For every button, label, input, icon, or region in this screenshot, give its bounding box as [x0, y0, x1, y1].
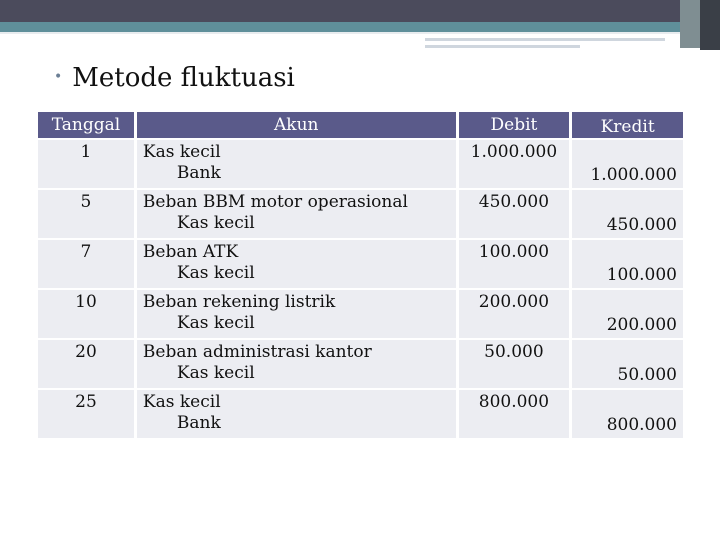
cell-debit: 50.000: [459, 340, 570, 388]
cell-akun: [137, 340, 456, 388]
cell-tanggal: 20: [38, 340, 134, 388]
slide-corner-accent: [680, 0, 700, 48]
cell-akun: [137, 290, 456, 338]
decorative-line: [425, 38, 665, 41]
bullet-item: [54, 60, 295, 95]
table-row: [38, 140, 683, 188]
cell-tanggal: 5: [38, 190, 134, 238]
table-row: [38, 340, 683, 388]
cell-tanggal: 1: [38, 140, 134, 188]
akun-debit: Beban BBM motor operasional: [142, 192, 408, 212]
header-tanggal: Tanggal: [38, 112, 134, 138]
cell-akun: [137, 190, 456, 238]
cell-tanggal: 10: [38, 290, 134, 338]
akun-kredit: Kas kecil: [176, 363, 255, 383]
akun-kredit: Kas kecil: [176, 213, 255, 233]
akun-debit: Kas kecil: [142, 142, 221, 162]
cell-debit: 1.000.000: [459, 140, 570, 188]
journal-table: [35, 110, 686, 440]
cell-kredit: 200.000: [572, 290, 683, 338]
akun-debit: Beban administrasi kantor: [142, 342, 372, 362]
akun-kredit: Bank: [176, 163, 221, 183]
decorative-line: [425, 45, 580, 48]
cell-debit: 450.000: [459, 190, 570, 238]
cell-kredit: 100.000: [572, 240, 683, 288]
table-row: [38, 390, 683, 438]
header-akun: Akun: [137, 112, 456, 138]
akun-kredit: Kas kecil: [176, 313, 255, 333]
akun-kredit: Bank: [176, 413, 221, 433]
cell-debit: 800.000: [459, 390, 570, 438]
cell-kredit: 800.000: [572, 390, 683, 438]
decorative-line: [0, 32, 680, 34]
table-row: [38, 290, 683, 338]
bullet-icon: •: [54, 69, 63, 85]
table-row: [38, 240, 683, 288]
slide-corner-block: [700, 0, 720, 50]
cell-tanggal: 7: [38, 240, 134, 288]
akun-debit: Kas kecil: [142, 392, 221, 412]
cell-kredit: 450.000: [572, 190, 683, 238]
header-debit: Debit: [459, 112, 570, 138]
akun-debit: Beban ATK: [142, 242, 239, 262]
cell-akun: [137, 240, 456, 288]
table-row: [38, 190, 683, 238]
bullet-text: Metode fluktuasi: [72, 63, 295, 93]
header-kredit: Kredit: [572, 112, 683, 138]
cell-kredit: 50.000: [572, 340, 683, 388]
cell-tanggal: 25: [38, 390, 134, 438]
slide-top-bar: [0, 0, 720, 22]
slide-top-accent: [0, 22, 720, 32]
table-header-row: [38, 112, 683, 138]
cell-debit: 100.000: [459, 240, 570, 288]
akun-kredit: Kas kecil: [176, 263, 255, 283]
cell-akun: [137, 140, 456, 188]
cell-akun: [137, 390, 456, 438]
cell-debit: 200.000: [459, 290, 570, 338]
cell-kredit: 1.000.000: [572, 140, 683, 188]
akun-debit: Beban rekening listrik: [142, 292, 336, 312]
